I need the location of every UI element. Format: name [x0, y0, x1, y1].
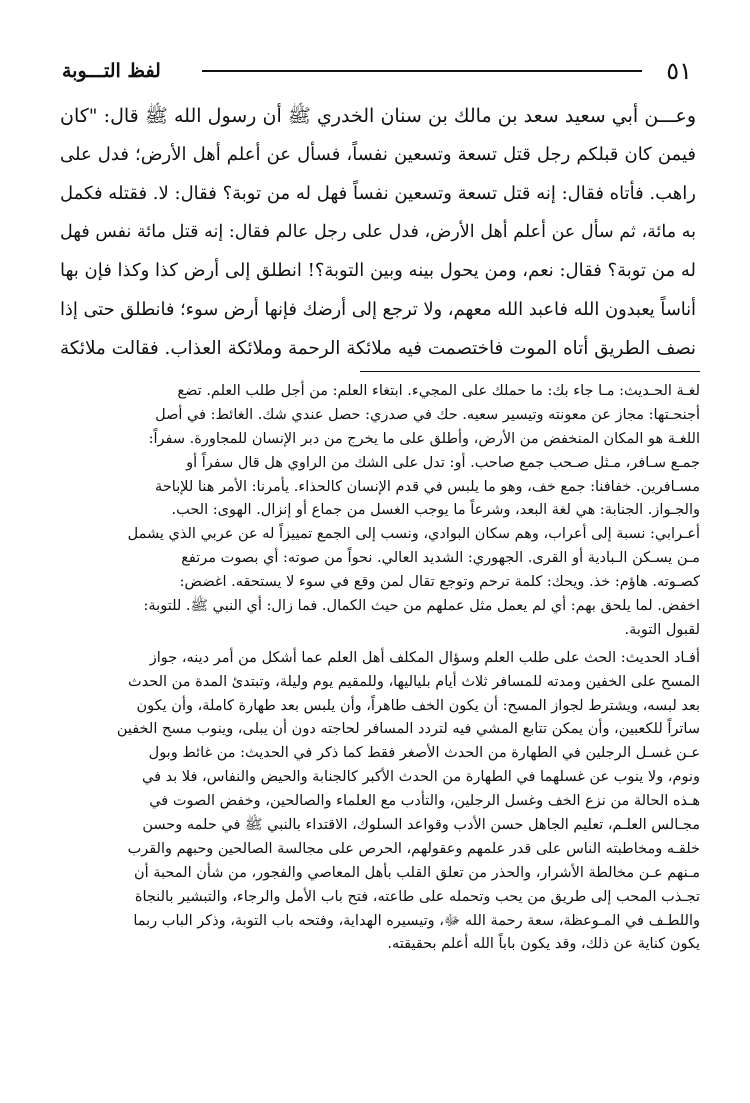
footnote-line: جمـع سـافر، مـثل صـحب جمع صاحب. أو: تدل على الشك من الراوي هل قال سفراً أو [186, 454, 700, 471]
footnote-line: خلقـه ومخاطبته الناس على قدر علمهم وعقولهم، الحرص على مجالسة الصالحين وحبهم والقرب [127, 840, 700, 857]
footnote-line: اخفض. لما يلحق بهم: أي لم يعمل مثل عملهم من حيث الكمال. فما زال: أي النبي ﷺ. للتوبة: [143, 598, 700, 615]
footnote-line: كصـوته. هاؤم: خذ. ويحك: كلمة ترحم وتوجع تقال لمن وقع في سوء لا يستحقه. اغضض: [179, 574, 700, 591]
footnote-line: هـذه الحالة من نزع الخف وغسل الرجلين، والتأدب مع العلماء والصالحين، وخفض الصوت في [149, 793, 700, 810]
footnote-line: مـنهم عـن مخالطة الأشرار، والحذر من تعلق القلب بأهل المعاصي والفجور، من شأن المحبة أن [133, 864, 700, 881]
footnote-line: لقبول التوبة. [624, 621, 700, 638]
footnote-line: مجـالس العلـم، تعليم الجاهل حسن الأدب وقواعد السلوك، الاقتداء بالنبي ﷺ في حلمه وحسن [142, 817, 700, 834]
language-notes [60, 380, 700, 643]
footnote-line: بعد لبسه، ويشترط لجواز المسح: أن يكون الخف طاهراً، وأن يلبس بعد طهارة كاملة، وأن يكون [136, 697, 700, 714]
text-line: أناساً يعبدون الله فاعبد الله معهم، ولا ترجع إلى أرضك فإنها أرض سوء؛ فانطلق حتى إذا [60, 299, 696, 320]
footnote-line: اللغـة هو المكان المنخفض من الأرض، وأطلق على ما يخرج من دبر الإنسان للمجاورة. سفراً: [148, 430, 700, 447]
footnote-line: مسـافرين. خفافنا: جمع خف، وهو ما يلبس في قدم الإنسان كالحذاء. يأمرنا: الأمر هنا للإباحة [155, 478, 700, 495]
text-line: راهب. فأتاه فقال: إنه قتل تسعة وتسعين نفساً فهل له من توبة؟ فقال: لا. فقتله فكمل [60, 182, 696, 204]
footnote-line: مـن يسـكن الـبادية أو القرى. الجهوري: الشديد العالي. نحواً من صوته: أي بصوت مرتفع [181, 550, 700, 567]
footnote-line: أعـرابي: نسبة إلى أعراب، وهم سكان البوادي، ونسب إلى الجمع تمييزاً له عن عربي الذي يشمل [127, 526, 700, 543]
footnote-line: لغـة الحـديث: مـا جاء بك: ما حملك على المجيء. ابتغاء العلم: من أجل طلب العلم. تضع [177, 383, 700, 399]
hadith-text [60, 97, 696, 369]
header-rule [202, 70, 642, 72]
page-number: ٥١ [666, 57, 692, 85]
footnote-line: أجنحـتها: مجاز عن معونته وتيسير سعيه. حك في صدري: حصل عندي شك. الغائط: في أصل [155, 406, 700, 423]
text-line: له من توبة؟ فقال: نعم، ومن يحول بينه وبين التوبة؟! انطلق إلى أرض كذا وكذا فإن بها [60, 260, 696, 282]
text-line: فيمن كان قبلكم رجل قتل تسعة وتسعين نفساً، فسأل عن أعلم أهل الأرض؛ فدل على [60, 143, 696, 165]
footnote-line: ساتراً للكعبين، وأن يمكن تتابع المشي فيه لتردد المسافر لحاجته دون أن يبلى، وينوب مسح الخفين [116, 721, 700, 738]
page-header [62, 56, 692, 86]
footnote-line: ونوم، ولا ينوب عن غسلهما في الطهارة من الحدث الأكبر كالجنابة والحيض والنفاس، فلا بد في [141, 769, 700, 786]
footnote-line: يكون كناية عن ذلك، وقد يكون باباً الله أعلم بحقيقته. [387, 936, 700, 953]
footnote-line: أفـاد الحديث: الحث على طلب العلم وسؤال المكلف أهل العلم عما أشكل من أمر دينه، جواز [149, 649, 700, 666]
running-title: لفظ التـــوبة [62, 60, 161, 82]
text-line: به مائة، ثم سأل عن أعلم أهل الأرض، فدل على رجل عالم فقال: إنه قتل مائة نفس فهل [60, 222, 696, 243]
footnotes [60, 380, 700, 957]
footnote-line: واللطـف في المـوعظة، سعة رحمة الله ﷻ، وتيسيره الهداية، وفتحه باب التوبة، وذكر الباب ربما [133, 912, 700, 929]
footnote-line: عـن غسـل الرجلين في الطهارة من الحدث الأصغر فقط كما ذكر في الحديث: من غائط وبول [148, 745, 700, 762]
footnote-separator [360, 371, 700, 372]
text-line: نصف الطريق أتاه الموت فاختصمت فيه ملائكة الرحمة وملائكة العذاب. فقالت ملائكة [60, 337, 696, 359]
hadith-benefits [60, 647, 700, 958]
footnote-line: تجـذب المحب إلى طريق من يحب وتحمله على طاعته، فتح باب الأمل والرجاء، والتبشير بالنجاة [134, 888, 700, 905]
text-line: وعـــن أبي سعيد سعد بن مالك بن سنان الخدري ﷺ أن رسول الله ﷺ قال: "كان [60, 105, 696, 127]
footnote-line: المسح على الخفين ومدته للمسافر ثلاث أيام بلياليها، وللمقيم يوم وليلة، وتبتدئ المدة من الحدث [128, 673, 700, 690]
footnote-line: والجـواز. الجنابة: هي لغة البعد، وشرعاً ما يوجب الغسل من جماع أو إنزال. الهوى: الحب. [171, 502, 700, 519]
